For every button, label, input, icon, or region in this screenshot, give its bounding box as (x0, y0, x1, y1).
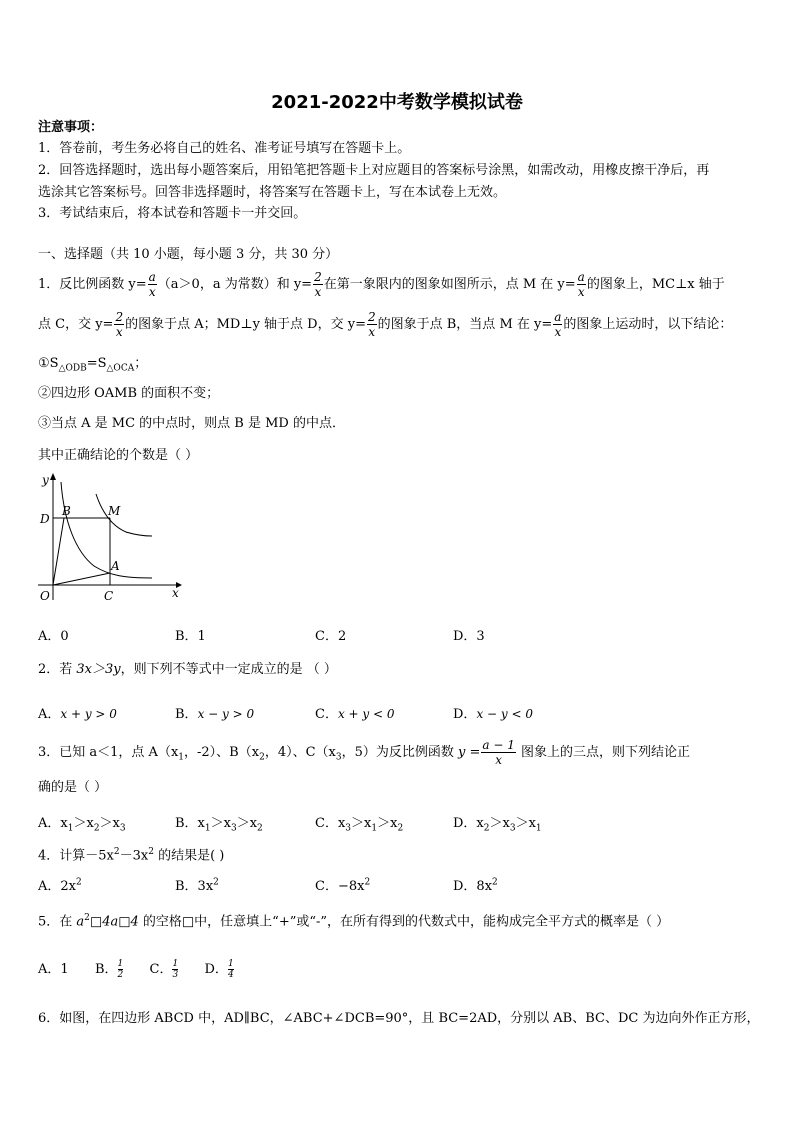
q3-option-b[interactable]: B．$x_1>x_3>x_2$ (175, 816, 263, 834)
notice-heading: 注意事项： (38, 120, 104, 135)
segment-OB (53, 518, 64, 585)
q3-option-d[interactable]: D．$x_2>x_3>x_1$ (453, 816, 542, 834)
q1-text: 的图象上，MC⊥x 轴于 (586, 277, 725, 292)
q1-stem-line2 (38, 310, 732, 340)
q1-text: 的图象于点 B，当点 M 在 y= (377, 317, 553, 332)
notice-item: 选涂其它答案标号。回答非选择题时，将答案写在答题卡上，写在本试卷上无效。 (38, 185, 507, 200)
segment-OA (53, 573, 110, 585)
label-A: A (111, 559, 120, 573)
label-y: y (42, 473, 49, 487)
q5-option-d[interactable]: D． $\frac{1}{4}$ (204, 959, 234, 980)
curve-a-over-x (96, 494, 152, 536)
q5-stem: 5．在 $a^2□4a□4$ 的空格□中，任意填上“+”或“-”，在所有得到的代数式中，能构成完全平方式的概率是（ ） (38, 913, 670, 930)
fraction-a-minus-1-over-x: $\frac{a - 1}{x}$ (482, 738, 515, 767)
q1-text: （a＞0，a 为常数）和 y= (157, 277, 313, 292)
notice-item: 2．回答选择题时，选出每小题答案后，用铅笔把答题卡上对应题目的答案标号涂黑，如需改动，用橡皮擦干净后，再 (38, 163, 710, 178)
q1-text: 在第一象限内的图象如图所示，点 M 在 y= (323, 277, 576, 292)
q3-stem-line2: 确的是（ ） (38, 780, 108, 795)
q1-question: 其中正确结论的个数是（ ） (38, 448, 199, 463)
q4-stem: 4．计算$-5x^2-3x^2$ 的结果是( ) (38, 847, 225, 864)
label-M: M (108, 504, 121, 518)
q2-option-b[interactable]: B．x − y > 0 (175, 707, 255, 722)
q2-option-c[interactable]: C．x + y < 0 (315, 707, 395, 722)
q1-text: 的图象上运动时，以下结论： (563, 317, 733, 332)
q1-conclusion-2: ②四边形 OAMB 的面积不变； (38, 386, 220, 401)
fraction-2-over-x: $\frac{2}{x}$ (115, 310, 124, 339)
q4-option-b[interactable]: B．$3x^2$ (175, 877, 219, 894)
fraction-2-over-x: $\frac{2}{x}$ (367, 310, 376, 339)
label-x: x (172, 586, 179, 600)
label-D: D (40, 512, 50, 526)
q2-option-d[interactable]: D．x − y < 0 (453, 707, 533, 722)
q1-text: 1．反比例函数 y= (38, 277, 147, 292)
q1-text: 点 C，交 y= (38, 317, 114, 332)
label-C: C (104, 589, 114, 603)
q1-option-c[interactable]: C．2 (315, 629, 347, 644)
q4-option-a[interactable]: A．$2x^2$ (38, 877, 82, 894)
q6-stem: 6．如图，在四边形 ABCD 中，AD∥BC，∠ABC+∠DCB=90°，且 BC=2AD，分别以 AB、BC、DC 为边向外作正方形， (38, 1011, 760, 1026)
q3-option-c[interactable]: C．$x_3>x_1>x_2$ (315, 816, 404, 834)
q1-option-b[interactable]: B．1 (175, 629, 206, 644)
q5-option-b[interactable]: B． $\frac{1}{2}$ (94, 959, 124, 980)
q1-text: 的图象于点 A；MD⊥y 轴于点 D，交 y= (125, 317, 366, 332)
q5-option-c[interactable]: C． $\frac{1}{3}$ (149, 959, 179, 980)
q1-option-a[interactable]: A．0 (38, 629, 69, 644)
curve-2-over-x (61, 482, 152, 578)
label-O: O (40, 589, 50, 603)
q1-conclusion-3: ③当点 A 是 MC 的中点时，则点 B 是 MD 的中点． (38, 416, 345, 431)
q1-option-d[interactable]: D．3 (453, 629, 485, 644)
fraction-a-over-x: $\frac{a}{x}$ (554, 310, 562, 339)
q5-option-a[interactable]: A．1 (38, 962, 69, 977)
q5-options (38, 956, 234, 984)
q1-conclusion-1: $①S_{\triangle ODB}=S_{\triangle OCA}$； (38, 356, 148, 374)
q3-stem-line1: 3．已知 a＜1，点 $A(x_1$，-2）、$B(x_2$，4）、$C(x_3$，5）为反比例函数 y = $\frac{a - 1}{x}$ 图象上的三点，则下列结论正 (38, 738, 691, 767)
fraction-a-over-x: $\frac{a}{x}$ (148, 270, 156, 299)
notice-item: 1．答卷前，考生务必将自己的姓名、准考证号填写在答题卡上。 (38, 141, 411, 156)
q1-stem-line1 (38, 270, 725, 300)
fraction-2-over-x: $\frac{2}{x}$ (314, 270, 322, 299)
q2-stem: 2．若 3x＞3y，则下列不等式中一定成立的是 （ ） (38, 662, 337, 677)
y-axis-arrow (50, 473, 56, 480)
label-B: B (62, 504, 71, 518)
q3-option-a[interactable]: A．$x_1>x_2>x_3$ (38, 816, 126, 834)
section-heading: 一、选择题（共 10 小题，每小题 3 分，共 30 分） (38, 247, 339, 262)
q2-option-a[interactable]: A．x + y > 0 (38, 707, 117, 722)
fraction-a-over-x: $\frac{a}{x}$ (577, 270, 585, 299)
q1-figure (34, 472, 184, 607)
q4-option-d[interactable]: D．$8x^2$ (453, 877, 498, 894)
notice-item: 3．考试结束后，将本试卷和答题卡一并交回。 (38, 206, 307, 221)
page-title: 2021-2022中考数学模拟试卷 (271, 92, 523, 113)
q4-option-c[interactable]: C．$-8x^2$ (315, 877, 371, 894)
